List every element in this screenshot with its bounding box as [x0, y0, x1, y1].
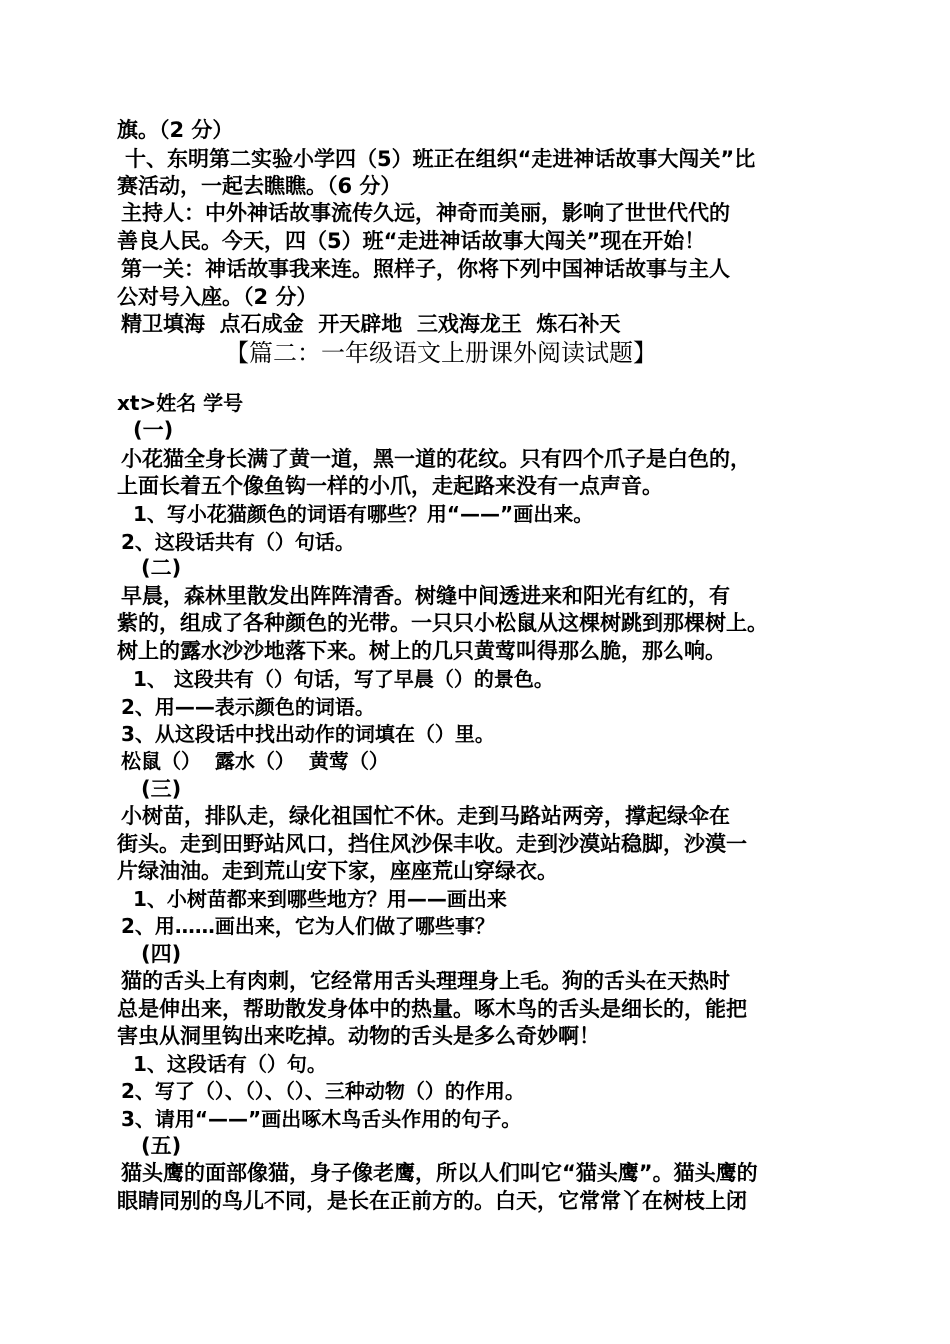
text-line: 第一关：神话故事我来连。照样子，你将下列中国神话故事与主人	[121, 257, 730, 281]
text-line: 善良人民。今天，四（5）班“走进神话故事大闯关”现在开始！	[117, 229, 706, 253]
question-line: 3、从这段话中找出动作的词填在（）里。	[121, 722, 495, 746]
text-line: 总是伸出来，帮助散发身体中的热量。啄木鸟的舌头是细长的，能把	[117, 997, 747, 1021]
text-line: 公对号入座。（2 分）	[117, 285, 318, 309]
question-line: 1、小树苗都来到哪些地方？用——画出来	[133, 887, 507, 911]
question-line: 3、请用“——”画出啄木鸟舌头作用的句子。	[121, 1107, 522, 1131]
name-line: xt>姓名 学号	[117, 391, 244, 415]
text-line: 猫头鹰的面部像猫，身子像老鹰，所以人们叫它“猫头鹰”。猫头鹰的	[121, 1161, 758, 1185]
text-line: 上面长着五个像鱼钩一样的小爪，走起路来没有一点声音。	[117, 474, 663, 498]
section-title: 【篇二：一年级语文上册课外阅读试题】	[225, 339, 657, 367]
question-line: 1、 这段共有（）句话，写了早晨（）的景色。	[133, 667, 554, 691]
text-line: 早晨，森林里散发出阵阵清香。树缝中间透进来和阳光有红的，有	[121, 584, 730, 608]
passage-heading: (二)	[141, 556, 182, 580]
text-line: 旗。（2 分）	[117, 118, 234, 142]
text-line: 猫的舌头上有肉刺，它经常用舌头理理身上毛。狗的舌头在天热时	[121, 969, 730, 993]
question-line: 1、写小花猫颜色的词语有哪些？用“——”画出来。	[133, 502, 594, 526]
text-line: 树上的露水沙沙地落下来。树上的几只黄莺叫得那么脆，那么响。	[117, 639, 726, 663]
question-line: 2、用……画出来，它为人们做了哪些事？	[121, 914, 495, 938]
answer-line: 松鼠（） 露水（） 黄莺（）	[121, 749, 389, 773]
text-line: 紫的，组成了各种颜色的光带。一只只小松鼠从这棵树跳到那棵树上。	[117, 611, 768, 635]
text-line: 街头。走到田野站风口，挡住风沙保丰收。走到沙漠站稳脚，沙漠一	[117, 832, 747, 856]
question-heading: 十、东明第二实验小学四（5）班正在组织“走进神话故事大闯关”比	[125, 147, 756, 171]
text-line: 害虫从洞里钩出来吃掉。动物的舌头是多么奇妙啊！	[117, 1024, 600, 1048]
text-line: 主持人：中外神话故事流传久远，神奇而美丽，影响了世世代代的	[121, 201, 730, 225]
text-line: 眼睛同别的鸟儿不同，是长在正前方的。白天，它常常丫在树枝上闭	[117, 1189, 747, 1213]
question-line: 2、这段话共有（）句话。	[121, 530, 355, 554]
text-line: 小花猫全身长满了黄一道，黑一道的花纹。只有四个爪子是白色的，	[121, 447, 751, 471]
passage-heading: (四)	[141, 942, 182, 966]
text-line: 赛活动，一起去瞧瞧。（6 分）	[117, 174, 402, 198]
passage-heading: (一)	[133, 418, 174, 442]
story-list: 精卫填海 点石成金 开天辟地 三戏海龙王 炼石补天	[121, 312, 621, 336]
passage-heading: (五)	[141, 1134, 182, 1158]
text-line: 片绿油油。走到荒山安下家，座座荒山穿绿衣。	[117, 859, 558, 883]
question-line: 1、这段话有（）句。	[133, 1052, 327, 1076]
text-line: 小树苗，排队走，绿化祖国忙不休。走到马路站两旁，撑起绿伞在	[121, 804, 730, 828]
question-line: 2、写了（）、（）、（）、三种动物（）的作用。	[121, 1079, 525, 1103]
passage-heading: (三)	[141, 777, 182, 801]
question-line: 2、用——表示颜色的词语。	[121, 695, 375, 719]
